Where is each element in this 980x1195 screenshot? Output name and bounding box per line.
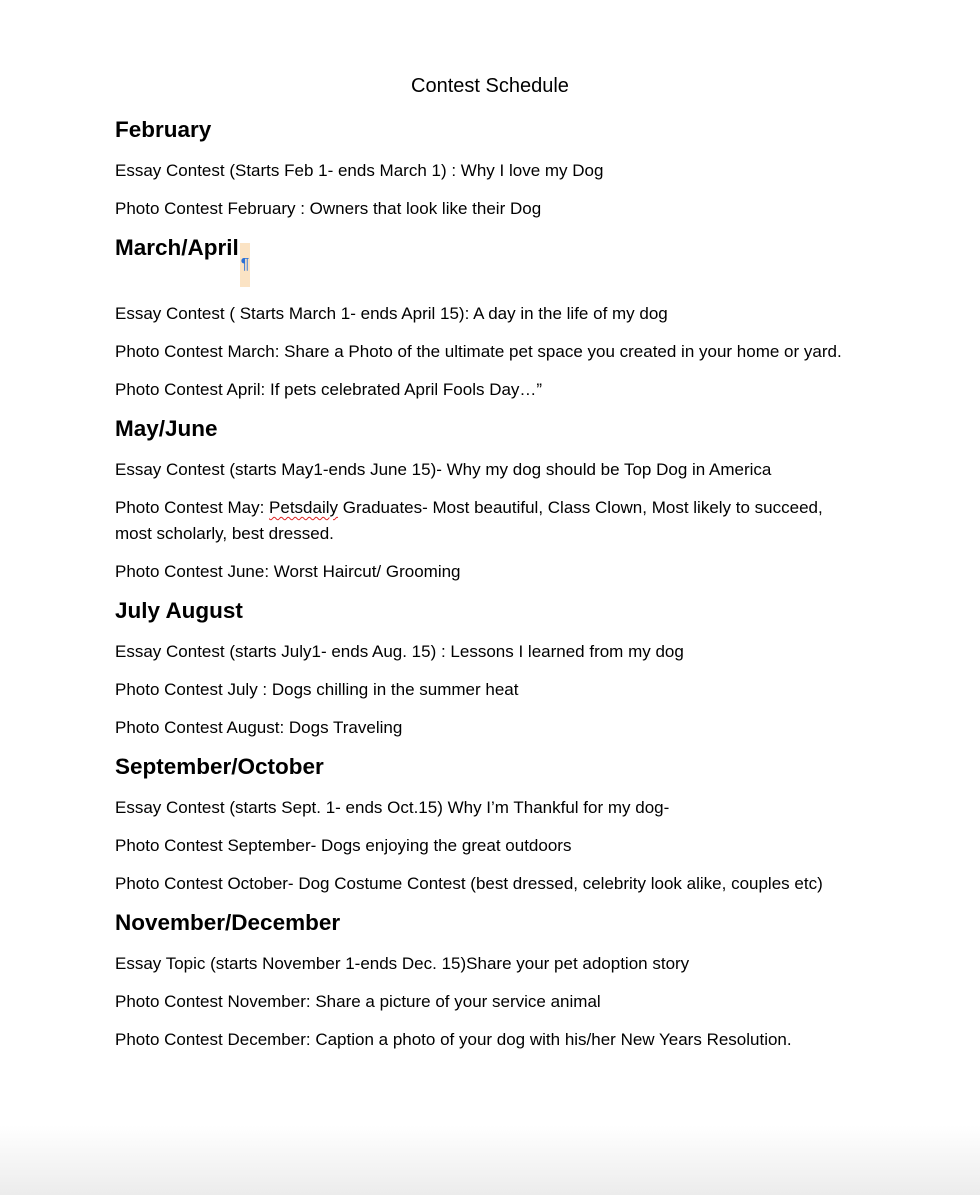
section-july-august bbox=[115, 597, 855, 741]
contest-entry: Photo Contest December: Caption a photo of your dog with his/her New Years Resolution. bbox=[115, 1029, 792, 1049]
contest-entry: Photo Contest September- Dogs enjoying the great outdoors bbox=[115, 835, 572, 855]
pilcrow-icon: ¶ bbox=[240, 243, 251, 287]
contest-entry: Essay Contest ( Starts March 1- ends April 15): A day in the life of my dog bbox=[115, 304, 668, 323]
contest-entry: Photo Contest March: Share a Photo of the ultimate pet space you created in your home or yard. bbox=[115, 342, 842, 361]
contest-entry: Essay Contest (starts July1- ends Aug. 15) : Lessons I learned from my dog bbox=[115, 641, 684, 661]
section-february bbox=[115, 116, 855, 222]
section-march-april bbox=[115, 234, 855, 403]
contest-entry: Photo Contest April: If pets celebrated April Fools Day…” bbox=[115, 380, 543, 399]
section-heading: February bbox=[115, 117, 212, 142]
section-heading-text: March/April bbox=[115, 235, 239, 260]
contest-entry: Photo Contest June: Worst Haircut/ Grooming bbox=[115, 561, 461, 581]
contest-entry: Photo Contest August: Dogs Traveling bbox=[115, 717, 403, 737]
section-heading: May/June bbox=[115, 416, 218, 441]
entry-prefix: Photo Contest May: bbox=[115, 498, 270, 517]
section-november-december bbox=[115, 909, 855, 1053]
document-title: Contest Schedule bbox=[411, 75, 569, 97]
misspelled-word[interactable]: Petsdaily bbox=[269, 498, 339, 517]
contest-entry: Essay Contest (Starts Feb 1- ends March 1) : Why I love my Dog bbox=[115, 161, 604, 180]
contest-entry: Essay Topic (starts November 1-ends Dec. 15)Share your pet adoption story bbox=[115, 953, 690, 973]
contest-entry: Essay Contest (starts Sept. 1- ends Oct.15) Why I’m Thankful for my dog- bbox=[115, 797, 670, 817]
page-bottom-shadow bbox=[0, 1125, 980, 1195]
section-heading: September/October bbox=[115, 753, 324, 779]
contest-entry: Photo Contest November: Share a picture of your service animal bbox=[115, 991, 601, 1011]
contest-entry: Photo Contest February : Owners that look like their Dog bbox=[115, 199, 542, 218]
contest-entry: Photo Contest July : Dogs chilling in the summer heat bbox=[115, 679, 519, 699]
document-body bbox=[115, 116, 855, 1065]
section-heading: November/December bbox=[115, 909, 341, 935]
contest-entry: Essay Contest (starts May1-ends June 15)- Why my dog should be Top Dog in America bbox=[115, 460, 772, 479]
section-heading-with-cursor bbox=[115, 234, 855, 287]
contest-entry: Photo Contest October- Dog Costume Contest (best dressed, celebrity look alike, couples etc) bbox=[115, 873, 823, 893]
contest-entry-with-spelling-flag bbox=[115, 495, 855, 546]
section-heading: July August bbox=[115, 597, 243, 623]
entry-suffix: Graduates- Most beautiful, Class Clown, Most likely to succeed, most scholarly, best dressed. bbox=[115, 498, 823, 543]
section-may-june bbox=[115, 415, 855, 584]
section-september-october bbox=[115, 753, 855, 897]
